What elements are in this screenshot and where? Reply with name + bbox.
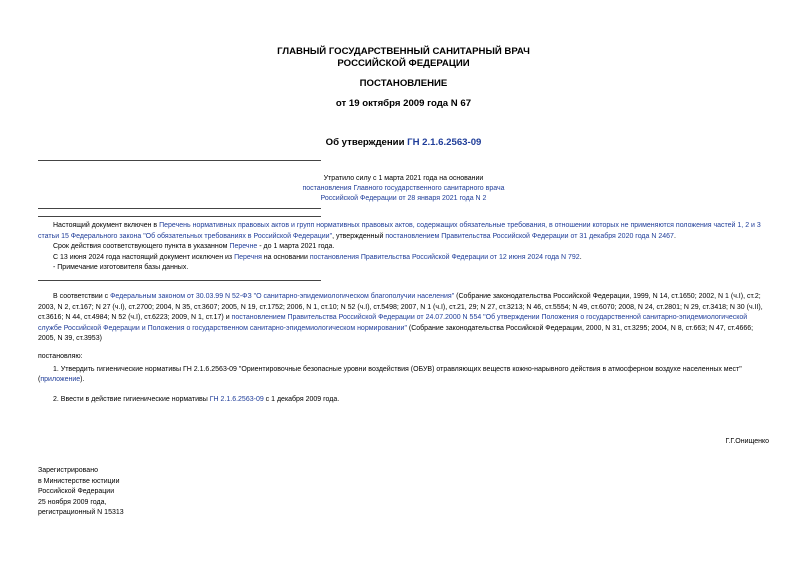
annulled-link-1[interactable]: постановления Главного государственного санитарного врача — [302, 185, 505, 192]
registration-block — [38, 466, 338, 519]
annulled-line-2-wrap — [0, 184, 807, 195]
note-link-decree[interactable]: постановлением Правительства Российской Федерации от 31 декабря 2020 года N 2467 — [385, 232, 674, 240]
note-text: Настоящий документ включен в — [53, 222, 160, 229]
note-text: Срок действия соответствующего пункта в указанном — [53, 243, 230, 251]
note-paragraph-1 — [38, 221, 770, 242]
item-1-text: ). — [80, 376, 85, 384]
note-paragraph-4: - Примечание изготовителя базы данных. — [53, 264, 189, 272]
title-prefix: Об утверждении — [325, 137, 408, 148]
divider-top — [38, 160, 321, 161]
issuer-line-1: ГЛАВНЫЙ ГОСУДАРСТВЕННЫЙ САНИТАРНЫЙ ВРАЧ — [277, 46, 530, 57]
issuer-line-2: РОССИЙСКОЙ ФЕДЕРАЦИИ — [337, 58, 470, 69]
registration-line-5: регистрационный N 15313 — [38, 509, 124, 517]
note-link-perechen[interactable]: Перечне — [229, 243, 258, 251]
preamble-text: (Собрание законодательства Российской Федерации, 2000, N 31, ст.3295; 2004, N 8, ст.663; N 47, ст.4666; 2005, N 39, ст.3953) — [38, 324, 754, 343]
appendix-link[interactable]: приложение — [40, 376, 81, 384]
note-text: , утвержденный — [332, 232, 386, 240]
preamble — [38, 292, 770, 345]
annulled-line-3-wrap — [0, 194, 807, 205]
preamble-paragraph — [38, 292, 770, 345]
note-link-decree-2024[interactable]: постановления Правительства Российской Федерации от 12 июня 2024 года N 792 — [309, 253, 580, 261]
note-text: на основании — [261, 253, 310, 261]
divider-annulled-1 — [38, 208, 321, 209]
preamble-text: В соответствии с — [53, 293, 111, 300]
document-title — [0, 137, 807, 149]
item-2-text: с 1 декабря 2009 года. — [263, 396, 340, 403]
document-type: ПОСТАНОВЛЕНИЕ — [359, 78, 448, 89]
federal-law-link[interactable]: Федеральным законом от 30.03.99 N 52-ФЗ "О санитарно-эпидемиологическом благополучии населения" — [110, 293, 455, 300]
divider-note — [38, 280, 321, 281]
item-1-text: 1. Утвердить гигиенические нормативы ГН 2.1.6.2563-09 "Ориентировочные безопасные уровни воздействия (ОБУВ) отравляющих веществ кожно-нарывного действия в атмосферном воздухе населенных мест" ( — [38, 365, 742, 384]
document-date: от 19 октября 2009 года N 67 — [335, 98, 472, 109]
note-link-perechnya[interactable]: Перечня — [234, 253, 262, 261]
title-link[interactable]: ГН 2.1.6.2563-09 — [407, 137, 482, 148]
divider-annulled-2 — [38, 216, 321, 217]
item-2 — [38, 395, 770, 406]
registration-line-1: Зарегистрировано — [38, 467, 98, 474]
resolution — [38, 352, 770, 386]
registration-line-2: в Министерстве юстиции — [38, 477, 120, 485]
preamble-text: (Собрание законодательства Российской Федерации, 1999, N 14, ст.1650; 2002, N 1 (ч.I), ст.2; 2003, N 2, ст.167; N 27 (ч.I), ст.2700; 2004, N 35, ст.3607; 2005, N 19, ст.1752; 2006, N 1, ст.10; N 52 (ч.I), ст.5498; 2007, N 1 (ч.I), ст.21, 29; N 27, ст.3213; N 46, ст.5554; N 49, ст.6070; 2008, N 24, ст.2801; N 29, ст.3418; N 30 (ч.II), ст.3616; N 44, ст.4984; N 52 (ч.I), ст.6223; 2009, N 1, ст.17) и — [38, 293, 763, 322]
database-note — [38, 221, 770, 274]
registration-line-3: Российской Федерации — [38, 488, 115, 496]
item-1 — [38, 365, 770, 386]
note-paragraph-3 — [38, 253, 770, 264]
item-2-wrap — [38, 395, 770, 406]
note-link-list[interactable]: Перечень нормативных правовых актов и групп нормативных правовых актов, содержащих обязательные требования, в отношении которых не применяются положения частей 1, 2 и 3 статьи 15 Федерального закона "Об обязательных требованиях в Российской Федерации" — [38, 222, 761, 240]
annulled-line-1: Утратило силу с 1 марта 2021 года на основании — [323, 175, 484, 182]
gn-link[interactable]: ГН 2.1.6.2563-09 — [209, 396, 264, 403]
annulled-link-2[interactable]: Российской Федерации от 28 января 2021 года N 2 — [320, 195, 487, 202]
note-text: . — [579, 253, 582, 261]
government-decree-link[interactable]: постановлением Правительства Российской Федерации от 24.07.2000 N 554 "Об утверждении Положения о государственной санитарно-эпидемиологической службе Российской Федерации и Положения о государственном санитарно-эпидемиологическом нормировании" — [38, 314, 748, 332]
note-text: - до 1 марта 2021 года. — [257, 243, 335, 251]
item-2-text: 2. Ввести в действие гигиенические нормативы — [53, 396, 210, 403]
note-paragraph-2 — [38, 242, 770, 253]
note-text: С 13 июня 2024 года настоящий документ исключен из — [53, 253, 235, 261]
resolve-word: постановляю: — [38, 353, 83, 360]
registration-line-4: 25 ноября 2009 года, — [38, 498, 107, 506]
note-text: . — [673, 232, 676, 240]
signature: Г.Г.Онищенко — [725, 438, 769, 445]
